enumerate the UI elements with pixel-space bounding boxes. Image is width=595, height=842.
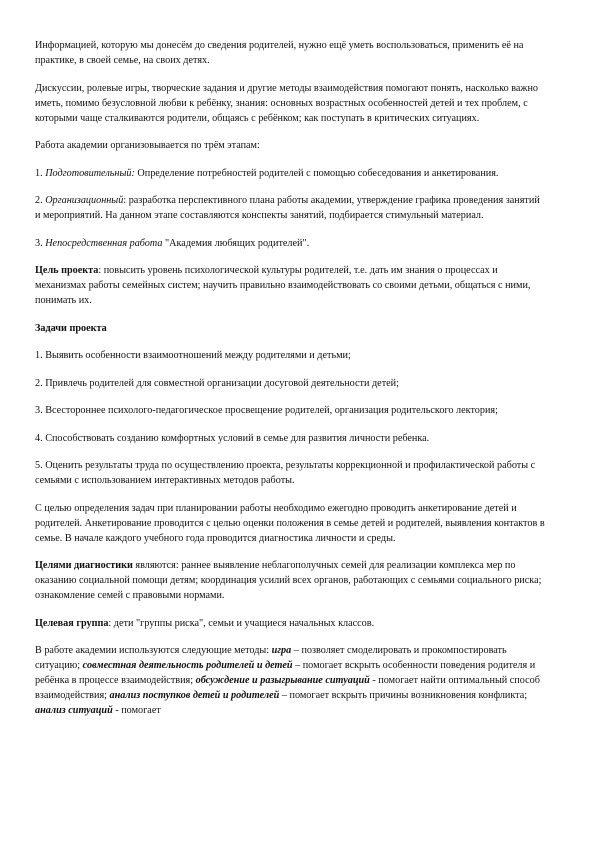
stage-1-name: Подготовительный: [45,167,135,179]
intro-paragraph-1: Информацией, которую мы донесём до сведения родителей, нужно ещё уметь воспользоваться, применить её на практике, в своей семье, на своих детях. [35,40,524,66]
stage-2-text: : разработка перспективного плана работы академии, утверждение графика проведения занятий и мероприятий. На данном этапе составляются конспекты занятий, подбирается стимульный материал. [35,195,540,221]
task-item-4: 4. Способствовать созданию комфортных условий в семье для развития личности ребенка. [35,432,430,444]
questionnaire-paragraph: С целью определения задач при планировании работы необходимо ежегодно проводить анкетирование детей и родителей. Анкетирование проводится с целью оценки положения в семье детей и родителей, выявления контактов в семье. В начале каждого учебного года проводится диагностика личности и среды. [35,502,545,544]
target-group-label: Целевая группа [35,617,109,629]
method-situation-analysis: анализ ситуаций [35,705,113,716]
stage-1-text: Определение потребностей родителей с помощью собеседования и анкетирования. [134,167,499,179]
stages-intro: Работа академии организовывается по трём этапам: [35,140,260,151]
method-joint-activity: совместная деятельность родителей и детей [82,660,293,671]
project-goal-text: : повысить уровень психологической культуры родителей, т.е. дать им знания о процессах и механизмах работы семейных систем; научить правильно взаимодействовать со своими детьми, общаться с ними, понимать их. [35,265,531,306]
diagnostics-text: являются: раннее выявление неблагополучных семей для реализации комплекса мер по оказанию социальной помощи детям; координация усилий всех органов, работающих с семьями социального риска; ознакомление семей с правовыми нормами. [35,560,542,601]
target-group-text: : дети "группы риска", семьи и учащиеся начальных классов. [108,617,375,629]
stage-2-name: Организационный [45,195,124,206]
stage-3-name: Непосредственная работа [45,237,163,249]
method-game: игра [271,645,292,656]
methods-paragraph: В работе академии используются следующие методы: игра – позволяет смоделировать и прокомпостировать ситуацию; совместная деятельность родителей и детей – помогает вскрыть особенности поведения родителя и ребёнка в процессе взаимодействия; обсуждение и разыгрывание ситуаций - помогает найти оптимальный способ взаимодействия; анализ поступков детей и родителей – помогает вскрыть причины возникновения конфликта; анализ ситуаций - помогает [35,645,540,716]
task-item-1: 1. Выявить особенности взаимоотношений между родителями и детьми; [35,350,351,361]
stage-3-text: "Академия любящих родителей". [162,237,310,249]
stage-3-number: 3. [35,237,46,249]
method-discussion: обсуждение и разыгрывание ситуаций [195,675,370,686]
task-item-2: 2. Привлечь родителей для совместной организации досуговой деятельности детей; [35,377,399,389]
task-item-5: 5. Оценить результаты труда по осуществлению проекта, результаты коррекционной и профилактической работы с семьями с использованием интерактивных методов работы. [35,460,536,486]
intro-paragraph-2: Дискуссии, ролевые игры, творческие задания и другие методы взаимодействия помогают понять, насколько важно иметь, помимо безусловной любви к ребёнку, знания: основных возрастных особенностей детей и тех проблем, с которыми чаще сталкиваются родители, общаясь с ребёнком; как поступать в критических ситуациях. [35,82,538,124]
method-behavior-analysis: анализ поступков детей и родителей [109,690,280,701]
diagnostics-paragraph [35,558,547,603]
project-goal-label: Цель проекта [35,265,99,276]
diagnostics-label: Целями диагностики [35,560,133,571]
stage-2-number: 2. [35,195,46,206]
stage-3 [35,236,547,251]
tasks-heading: Задачи проекта [35,322,107,334]
stage-2 [35,193,547,223]
stage-1 [35,166,547,181]
project-goal [35,263,547,308]
target-group [35,616,547,631]
stage-1-number: 1. [35,167,46,179]
task-item-3: 3. Всестороннее психолого-педагогическое просвещение родителей, организация родительского лектория; [35,405,498,416]
